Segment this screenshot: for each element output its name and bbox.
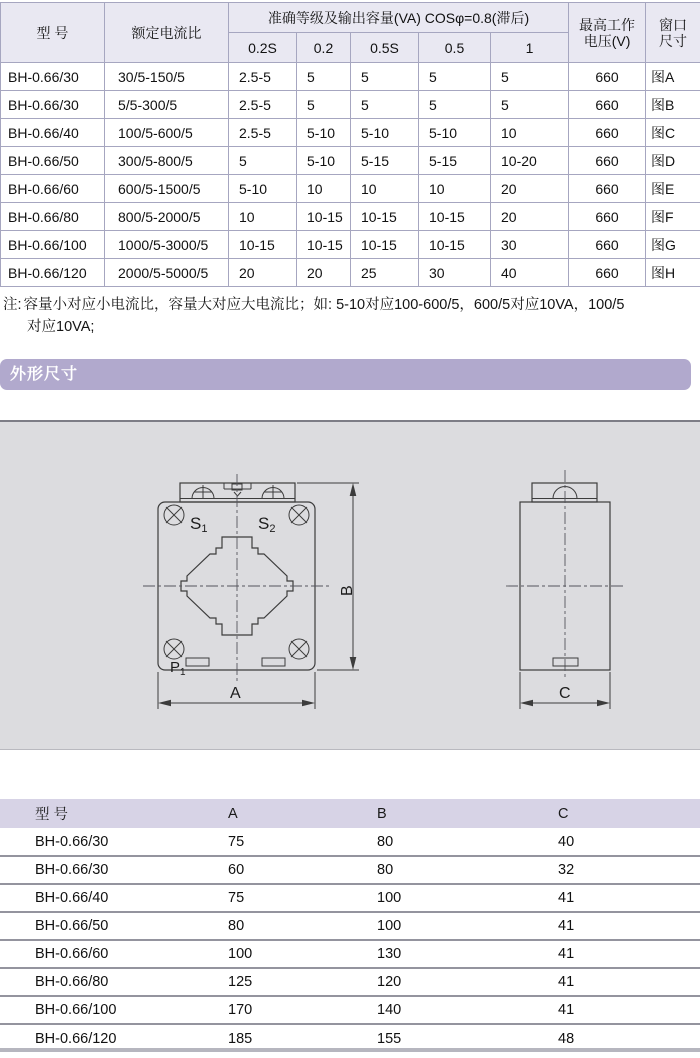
cell-b: 120 <box>350 968 530 996</box>
cell-c: 40 <box>530 828 700 856</box>
terminal-label-p1: $P_1$ <box>170 659 186 678</box>
cell-02: 10-15 <box>297 231 351 259</box>
cell-model: BH-0.66/100 <box>1 231 105 259</box>
cell-voltage: 660 <box>569 259 646 287</box>
spec-header-voltage <box>569 3 646 63</box>
cell-02: 5-10 <box>297 147 351 175</box>
cell-a: 125 <box>200 968 350 996</box>
cell-05s: 10-15 <box>351 203 419 231</box>
cell-1: 10 <box>491 119 569 147</box>
cell-voltage: 660 <box>569 231 646 259</box>
cell-05: 30 <box>419 259 491 287</box>
spec-header-window <box>646 3 700 63</box>
cell-c: 32 <box>530 856 700 884</box>
cell-05: 5 <box>419 91 491 119</box>
cell-b: 80 <box>350 856 530 884</box>
terminal-label-s1: S1 <box>190 514 208 535</box>
dim-header-a: A <box>200 799 350 828</box>
cell-02s: 2.5-5 <box>229 63 297 91</box>
cell-05: 10-15 <box>419 231 491 259</box>
cell-02s: 5-10 <box>229 175 297 203</box>
cell-05s: 25 <box>351 259 419 287</box>
cell-voltage: 660 <box>569 203 646 231</box>
corner-screw-icon <box>289 639 309 659</box>
cell-05s: 5 <box>351 63 419 91</box>
cell-ratio: 5/5-300/5 <box>105 91 229 119</box>
cell-a: 80 <box>200 912 350 940</box>
cell-window: 图B <box>646 91 700 119</box>
table-row <box>0 968 700 996</box>
cell-02: 5 <box>297 63 351 91</box>
cell-b: 100 <box>350 912 530 940</box>
cell-05: 10-15 <box>419 203 491 231</box>
spec-subheader-1: 1 <box>491 33 569 63</box>
cell-02s: 2.5-5 <box>229 119 297 147</box>
dimension-c-label: C <box>559 685 571 702</box>
cell-05s: 5 <box>351 91 419 119</box>
cell-02s: 5 <box>229 147 297 175</box>
cell-c: 41 <box>530 884 700 912</box>
dim-header-c: C <box>530 799 700 828</box>
cell-02s: 10-15 <box>229 231 297 259</box>
footnote-line2: 对应10VA; <box>27 319 95 335</box>
cell-a: 75 <box>200 828 350 856</box>
cell-c: 41 <box>530 996 700 1024</box>
cell-b: 100 <box>350 884 530 912</box>
footnote-text1: 容量小对应小电流比，容量大对应大电流比；如: 5-10对应100-600/5，600/5对应10VA，100/5 <box>23 297 625 313</box>
table-row <box>1 91 700 119</box>
dimension-b-label: B <box>339 585 356 596</box>
cell-voltage: 660 <box>569 175 646 203</box>
cell-05: 5-15 <box>419 147 491 175</box>
corner-screw-icon <box>289 505 309 525</box>
table-row <box>0 884 700 912</box>
cell-window: 图F <box>646 203 700 231</box>
cell-05: 10 <box>419 175 491 203</box>
cell-ratio: 800/5-2000/5 <box>105 203 229 231</box>
cell-model: BH-0.66/50 <box>1 147 105 175</box>
cell-voltage: 660 <box>569 63 646 91</box>
outline-drawing-panel <box>0 420 700 750</box>
dimension-table-header <box>0 799 700 828</box>
cell-02: 10-15 <box>297 203 351 231</box>
cell-b: 130 <box>350 940 530 968</box>
cell-a: 100 <box>200 940 350 968</box>
dimension-c <box>520 672 610 709</box>
spec-header-voltage-line2: 电压(V) <box>583 32 631 49</box>
table-row <box>1 147 700 175</box>
cell-a: 170 <box>200 996 350 1024</box>
cell-c: 48 <box>530 1024 700 1052</box>
dim-header-model: 型 号 <box>0 799 200 828</box>
dimension-a-label: A <box>230 685 241 702</box>
cell-model: BH-0.66/120 <box>1 259 105 287</box>
table-row <box>0 996 700 1024</box>
table-row <box>0 912 700 940</box>
cell-1: 10-20 <box>491 147 569 175</box>
footnote <box>3 294 697 338</box>
cell-05: 5-10 <box>419 119 491 147</box>
cell-b: 80 <box>350 828 530 856</box>
cell-02: 20 <box>297 259 351 287</box>
section-header-outline-dimensions <box>0 359 691 390</box>
cell-model: BH-0.66/30 <box>0 856 200 884</box>
table-row <box>1 175 700 203</box>
cell-c: 41 <box>530 968 700 996</box>
cell-02s: 10 <box>229 203 297 231</box>
table-row <box>0 828 700 856</box>
page-bottom-divider <box>0 1048 700 1052</box>
cell-window: 图A <box>646 63 700 91</box>
cell-voltage: 660 <box>569 91 646 119</box>
terminal-label-s2: S2 <box>258 514 276 535</box>
cell-1: 20 <box>491 175 569 203</box>
cell-02: 5-10 <box>297 119 351 147</box>
cell-05: 5 <box>419 63 491 91</box>
cell-model: BH-0.66/40 <box>1 119 105 147</box>
spec-header-window-line2: 尺寸 <box>659 32 688 49</box>
spec-subheader-05s: 0.5S <box>351 33 419 63</box>
cell-02s: 20 <box>229 259 297 287</box>
cell-model: BH-0.66/120 <box>0 1024 200 1052</box>
cell-voltage: 660 <box>569 147 646 175</box>
cell-05s: 10 <box>351 175 419 203</box>
spec-header-accuracy: 准确等级及输出容量(VA) COSφ=0.8(滞后) <box>229 3 569 33</box>
section-title: 外形尺寸 <box>10 366 79 383</box>
cell-a: 185 <box>200 1024 350 1052</box>
corner-screw-icon <box>164 505 184 525</box>
cell-c: 41 <box>530 940 700 968</box>
table-row <box>1 203 700 231</box>
cell-window: 图D <box>646 147 700 175</box>
cell-b: 155 <box>350 1024 530 1052</box>
cell-model: BH-0.66/80 <box>0 968 200 996</box>
cell-model: BH-0.66/60 <box>1 175 105 203</box>
dimension-drawing <box>0 422 700 749</box>
cell-02: 10 <box>297 175 351 203</box>
cell-a: 60 <box>200 856 350 884</box>
cell-05s: 10-15 <box>351 231 419 259</box>
cell-ratio: 100/5-600/5 <box>105 119 229 147</box>
spec-subheader-02: 0.2 <box>297 33 351 63</box>
spec-subheader-02s: 0.2S <box>229 33 297 63</box>
cell-voltage: 660 <box>569 119 646 147</box>
dim-header-b: B <box>350 799 530 828</box>
footnote-prefix: 注: <box>3 297 22 313</box>
cell-05s: 5-15 <box>351 147 419 175</box>
table-row <box>0 940 700 968</box>
table-row <box>1 259 700 287</box>
cell-ratio: 30/5-150/5 <box>105 63 229 91</box>
side-view-drawing <box>506 470 624 709</box>
cell-1: 5 <box>491 91 569 119</box>
cell-model: BH-0.66/30 <box>1 91 105 119</box>
cell-a: 75 <box>200 884 350 912</box>
cell-1: 20 <box>491 203 569 231</box>
cell-b: 140 <box>350 996 530 1024</box>
cell-model: BH-0.66/30 <box>0 828 200 856</box>
cell-window: 图H <box>646 259 700 287</box>
footnote-line1 <box>3 294 697 316</box>
table-row <box>1 231 700 259</box>
corner-screw-icon <box>164 639 184 659</box>
table-row <box>1 63 700 91</box>
cell-model: BH-0.66/50 <box>0 912 200 940</box>
cell-model: BH-0.66/60 <box>0 940 200 968</box>
cell-window: 图E <box>646 175 700 203</box>
cell-c: 41 <box>530 912 700 940</box>
spec-subheader-05: 0.5 <box>419 33 491 63</box>
cell-model: BH-0.66/80 <box>1 203 105 231</box>
cell-ratio: 300/5-800/5 <box>105 147 229 175</box>
cell-ratio: 600/5-1500/5 <box>105 175 229 203</box>
table-row <box>1 119 700 147</box>
front-view-drawing <box>143 474 359 709</box>
cell-ratio: 1000/5-3000/5 <box>105 231 229 259</box>
cell-1: 5 <box>491 63 569 91</box>
cell-window: 图C <box>646 119 700 147</box>
cell-model: BH-0.66/30 <box>1 63 105 91</box>
spec-table <box>0 2 700 287</box>
spec-header-model: 型 号 <box>1 3 105 63</box>
cell-ratio: 2000/5-5000/5 <box>105 259 229 287</box>
cell-1: 30 <box>491 231 569 259</box>
cell-02: 5 <box>297 91 351 119</box>
spec-header-ratio: 额定电流比 <box>105 3 229 63</box>
spec-header-window-line1: 窗口 <box>659 16 688 33</box>
cell-1: 40 <box>491 259 569 287</box>
dimension-table <box>0 799 700 1052</box>
cell-02s: 2.5-5 <box>229 91 297 119</box>
table-row <box>0 856 700 884</box>
cell-model: BH-0.66/100 <box>0 996 200 1024</box>
cell-window: 图G <box>646 231 700 259</box>
cell-model: BH-0.66/40 <box>0 884 200 912</box>
spec-header-voltage-line1: 最高工作 <box>579 16 636 33</box>
cell-05s: 5-10 <box>351 119 419 147</box>
